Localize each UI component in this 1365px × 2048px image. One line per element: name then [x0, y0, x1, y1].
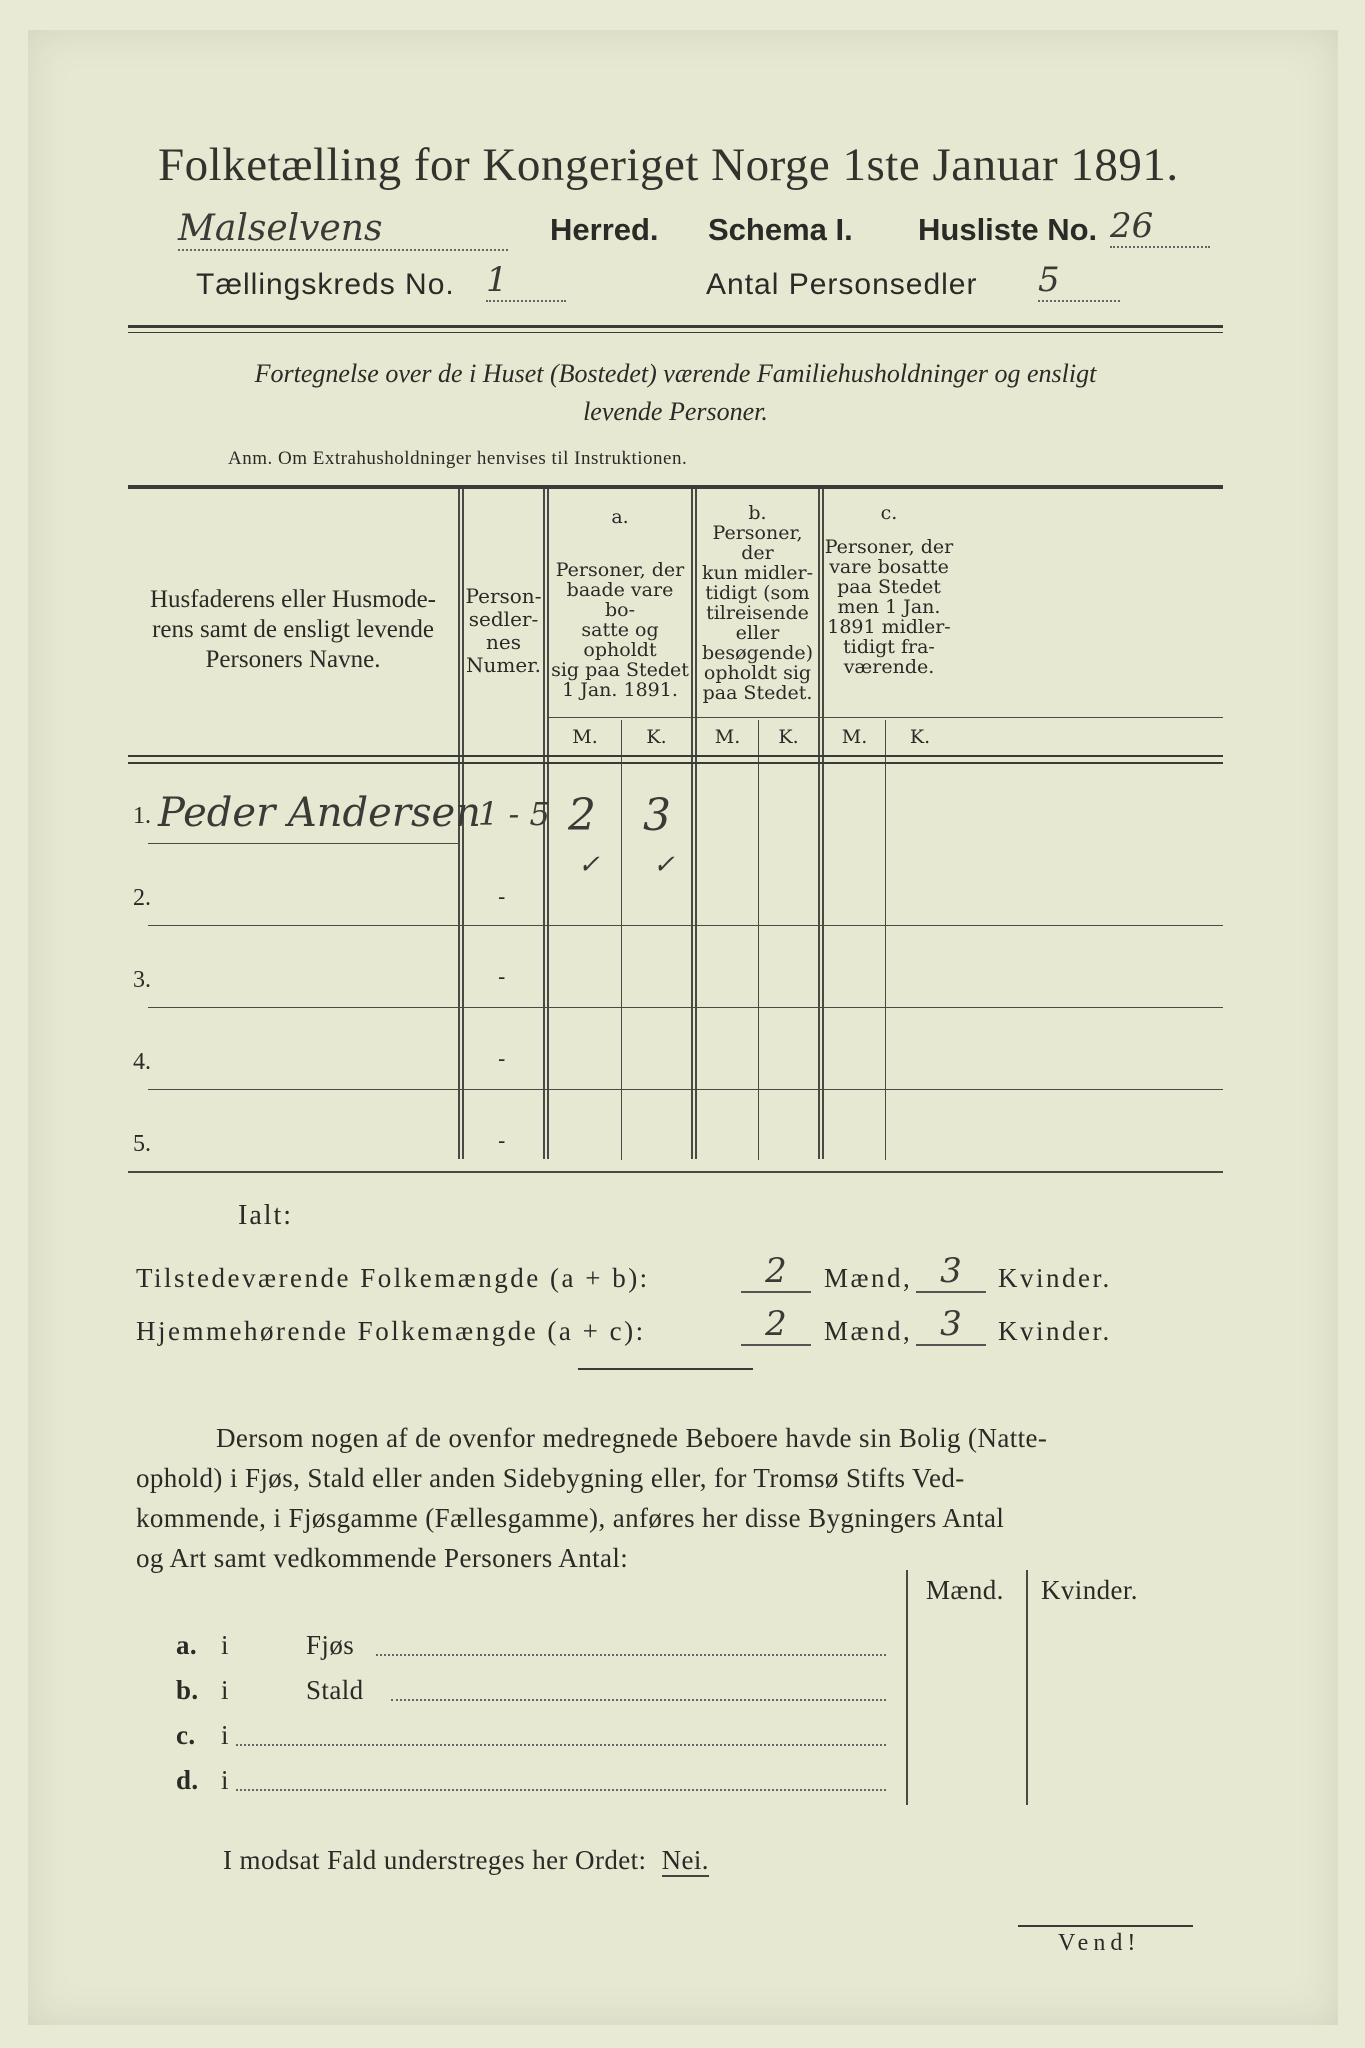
husliste-number: 26	[1110, 206, 1210, 248]
subtitle-line-2: levende Personer.	[583, 397, 768, 426]
buildings-divider-1	[906, 1570, 908, 1805]
col-num-header-1: Person-	[465, 584, 542, 608]
col-name-header	[128, 585, 458, 675]
kvinder-label: Kvinder.	[998, 1316, 1112, 1346]
household-table	[128, 485, 1223, 1185]
paragraph-line-2: ophold) i Fjøs, Stald eller anden Sidebygning eller, for Tromsø Stifts Ved-	[136, 1463, 965, 1493]
building-label: Fjøs	[306, 1630, 355, 1660]
row-number: 3.	[133, 967, 151, 993]
col-c-m-label: M.	[841, 726, 868, 748]
buildings-kvinder-header: Kvinder.	[1041, 1575, 1138, 1605]
col-b-header	[697, 523, 818, 703]
col-num-header-2: sedler-	[468, 607, 539, 631]
col-a-header-3: satte og opholdt	[581, 619, 659, 661]
col-name-header-2: rens samt de ensligt levende	[152, 616, 434, 643]
divider-b-mk	[758, 720, 759, 1160]
col-a-header-2: baade vare bo-	[566, 579, 674, 621]
modsat-line	[223, 1840, 709, 1880]
totals-line-1	[136, 1251, 1236, 1305]
col-a-header-4: sig paa Stedet	[551, 659, 689, 681]
paragraph-line-3: kommende, i Fjøsgamme (Fællesgamme), anføres her disse Bygningers Antal	[136, 1503, 1005, 1533]
sidebygning-paragraph	[136, 1418, 1226, 1578]
col-a-k-value: 3	[643, 790, 671, 841]
row-number: 1.	[133, 803, 151, 829]
buildings-table	[136, 1570, 1226, 1810]
col-name-header-1: Husfaderens eller Husmode-	[149, 586, 436, 613]
building-i: i	[221, 1720, 229, 1750]
fjos-leader	[376, 1654, 886, 1656]
hjemme-maend-value: 2	[741, 1304, 811, 1346]
col-c-header-1: Personer, der	[824, 536, 954, 558]
hjemme-kvinder-value: 3	[916, 1304, 986, 1346]
building-i: i	[221, 1630, 229, 1660]
col-num-header-3: nes	[486, 630, 521, 654]
col-c-header-7: værende.	[843, 656, 935, 678]
tilstede-kvinder-value: 3	[916, 1251, 986, 1293]
divider-a	[691, 489, 693, 1159]
col-c-header-6: tidigt fra-	[843, 636, 935, 658]
herred-line	[178, 208, 1228, 258]
col-c-header-3: paa Stedet	[837, 576, 941, 598]
row-number: 4.	[133, 1049, 151, 1075]
building-letter: d.	[176, 1765, 199, 1795]
kreds-number: 1	[486, 260, 566, 302]
col-a-header-5: 1 Jan. 1891.	[562, 679, 678, 701]
divider-c-mk	[885, 720, 886, 1160]
section-divider	[578, 1368, 753, 1370]
col-name-header-3: Personers Navne.	[205, 646, 381, 673]
col-b-header-7: opholdt sig	[703, 662, 812, 684]
buildings-divider-2	[1026, 1570, 1028, 1805]
tilstede-maend-value: 2	[741, 1251, 811, 1293]
buildings-maend-header: Mænd.	[926, 1575, 1004, 1605]
col-c-header-4: men 1 Jan.	[837, 596, 941, 618]
col-num-header-4: Numer.	[466, 653, 541, 677]
schema-label: Schema I.	[708, 212, 853, 247]
stald-leader	[391, 1699, 886, 1701]
col-c-header-2: vare bosatte	[829, 556, 949, 578]
header-bottom-rule-2	[128, 762, 1223, 764]
col-a-header-1: Personer, der	[555, 559, 685, 581]
col-c-header	[824, 537, 954, 677]
row-2-rule	[148, 925, 1223, 926]
col-a-header	[549, 560, 691, 700]
divider-b	[818, 489, 820, 1159]
row-number: 2.	[133, 885, 151, 911]
col-b-m-label: M.	[714, 726, 741, 748]
sedler-number: -	[498, 1129, 506, 1154]
paragraph-line-4: og Art samt vedkommende Personers Antal:	[136, 1543, 629, 1573]
col-b-header-8: paa Stedet.	[702, 682, 813, 704]
table-top-rule	[128, 485, 1223, 489]
subtitle-line-1: Fortegnelse over de i Huset (Bostedet) værende Familiehusholdninger og ensligt	[254, 359, 1097, 388]
person-name: Peder Andersen	[158, 790, 481, 836]
building-i: i	[221, 1765, 229, 1795]
mk-header-rule	[547, 717, 1223, 718]
building-label: Stald	[306, 1675, 364, 1705]
col-b-header-1: Personer, der	[712, 522, 803, 564]
c-leader	[236, 1744, 886, 1746]
vend-label: Vend!	[1058, 1930, 1141, 1956]
tilstedevaerende-label: Tilstedeværende Folkemængde (a + b):	[136, 1263, 650, 1293]
census-form	[28, 30, 1338, 2025]
col-a-m-value: 2	[568, 790, 596, 841]
col-b-header-4: tilreisende	[706, 602, 809, 624]
antal-label: Antal Personsedler	[706, 268, 978, 301]
sedler-number: 1 - 5	[478, 795, 550, 833]
col-b-letter: b.	[748, 502, 767, 524]
col-b-header-5: eller	[735, 622, 780, 644]
col-b-header-3: tidigt (som	[705, 582, 810, 604]
col-num-header	[464, 585, 543, 677]
sedler-number: -	[498, 1047, 506, 1072]
building-i: i	[221, 1675, 229, 1705]
col-a-letter: a.	[611, 506, 629, 528]
ialt-label: Ialt:	[238, 1200, 294, 1231]
kvinder-label: Kvinder.	[998, 1263, 1112, 1293]
antal-value: 5	[1038, 260, 1120, 302]
col-b-header-2: kun midler-	[701, 562, 814, 584]
kreds-line	[196, 260, 1226, 314]
sedler-number: -	[498, 965, 506, 990]
subtitle-note: Anm. Om Extrahusholdninger henvises til Instruktionen.	[228, 448, 688, 469]
hjemmehorende-label: Hjemmehørende Folkemængde (a + c):	[136, 1316, 646, 1346]
divider-a-mk	[621, 720, 622, 1160]
col-b-k-label: K.	[778, 726, 799, 748]
col-c-letter: c.	[880, 502, 898, 524]
vend-rule	[1018, 1925, 1193, 1927]
tick-mark-icon: ✓	[653, 850, 675, 880]
herred-name: Malselvens	[178, 208, 508, 251]
herred-label: Herred.	[550, 212, 659, 247]
building-letter: b.	[176, 1675, 199, 1705]
row-4-rule	[148, 1089, 1223, 1090]
header-rule-top	[128, 325, 1223, 328]
col-c-k-label: K.	[909, 726, 931, 748]
row-3-rule	[148, 1007, 1223, 1008]
col-c-header-5: 1891 midler-	[827, 616, 951, 638]
header-rule-bottom	[128, 332, 1223, 333]
maend-label: Mænd,	[824, 1263, 913, 1293]
row-1-rule	[148, 843, 458, 844]
building-letter: c.	[176, 1720, 196, 1750]
building-letter: a.	[176, 1630, 198, 1660]
totals-line-2	[136, 1304, 1236, 1358]
row-number: 5.	[133, 1131, 151, 1157]
header-bottom-rule	[128, 755, 1223, 757]
col-a-m-label: M.	[572, 726, 598, 748]
d-leader	[236, 1789, 886, 1791]
table-bottom-rule	[128, 1171, 1223, 1173]
tick-mark-icon: ✓	[578, 850, 600, 880]
nei-word: Nei.	[661, 1845, 709, 1875]
form-title: Folketælling for Kongeriget Norge 1ste Januar 1891.	[158, 139, 1179, 191]
col-b-header-6: besøgende)	[701, 642, 814, 664]
kreds-label: Tællingskreds No.	[196, 268, 455, 301]
modsat-text: I modsat Fald understreges her Ordet:	[223, 1845, 647, 1875]
col-a-k-label: K.	[646, 726, 667, 748]
sedler-number: -	[498, 885, 506, 910]
paragraph-line-1: Dersom nogen af de ovenfor medregnede Beboere havde sin Bolig (Natte-	[216, 1423, 1048, 1453]
husliste-label: Husliste No.	[918, 212, 1098, 247]
maend-label: Mænd,	[824, 1316, 913, 1346]
subtitle	[128, 355, 1223, 431]
